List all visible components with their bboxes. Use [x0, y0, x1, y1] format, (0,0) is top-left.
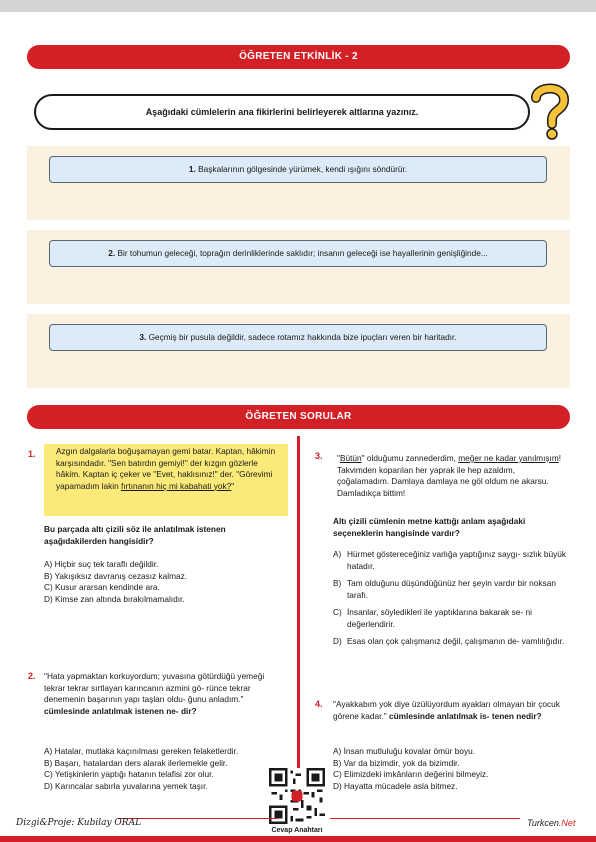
section-header-activity: ÖĞRETEN ETKİNLİK - 2: [27, 45, 570, 69]
activity-sentence-3: [49, 324, 547, 351]
question-2-options: [44, 746, 238, 792]
footer-credit: Dizgi&Proje: Kubilay ORAL: [16, 818, 142, 828]
question-3-options: [333, 549, 571, 654]
section-header-questions: ÖĞRETEN SORULAR: [27, 405, 570, 429]
option-d[interactable]: [333, 636, 571, 648]
top-bar: [0, 0, 596, 12]
question-3-stem: Altı çizili cümlenin metne kattığı anlam aşağıdaki seçeneklerin hangisinde vardır?: [333, 516, 526, 538]
option-b[interactable]: B) Yakışıksız davranış cezasız kalmaz.: [44, 570, 188, 581]
passage-text: Azgın dalgalarla boğuşamayan gemi batar. Kaptan, hâkimin karşısındadır. "Sen batırdın gemiyi!" der kızgın gözlerle hâkim. Kaptan iç çeker ve "Evet, haklısınız!" der. "Görevimi yapamadım lakin: [56, 446, 276, 491]
option-letter: B): [333, 578, 342, 588]
activity-box-2: [27, 230, 570, 304]
question-4-stem: cümlesinde anlatılmak is- tenen nedir?: [389, 710, 542, 721]
activity-number: 1.: [188, 164, 196, 174]
underlined-text: meğer ne kadar yanılmışım: [458, 453, 559, 463]
option-a[interactable]: A) Hiçbir suç tek taraflı değildir.: [44, 559, 159, 569]
passage-text: "Ayakkabım yok diye üzülüyordum ayakları olmayan bir çocuk görene kadar.": [333, 699, 560, 721]
option-text: Esas olan çok çalışmanız değil, çalışmanın de- vamlılığıdır.: [347, 636, 565, 646]
activity-box-3: [27, 314, 570, 388]
passage-text: " olduğumu zannederdim,: [361, 453, 459, 463]
question-1-passage: [56, 446, 284, 492]
brand-suffix: .Net: [558, 818, 576, 828]
option-text: Tam olduğunu düşündüğünüz her şeyin vardır bir noksan tarafı.: [347, 578, 556, 600]
question-number-2: 2.: [28, 671, 36, 681]
question-4-options: [333, 746, 488, 792]
underlined-text: Bütün: [339, 453, 362, 463]
question-2-stem: cümlesinde anlatılmak istenen ne- dir?: [44, 705, 197, 716]
option-letter: D): [333, 636, 342, 646]
question-3-passage: [337, 453, 567, 499]
option-letter: A): [333, 549, 342, 559]
question-mark-icon: [526, 80, 574, 140]
footer-line-right: [330, 818, 520, 819]
underlined-text: fırtınanın hiç mi kabahati yok?: [121, 480, 232, 491]
question-4-passage: [333, 699, 571, 722]
option-b[interactable]: B) Var da bizimdir, yok da bizimdir.: [333, 757, 460, 768]
option-text: Hürmet göstereceğiniz varlığa yaptığınız saygı- sızlık büyük hatadır.: [347, 549, 567, 571]
option-c[interactable]: C) Elimizdeki imkânların değerini bilmeyiz.: [333, 769, 489, 779]
passage-text: ": [337, 453, 340, 463]
option-b[interactable]: [333, 578, 571, 601]
option-d[interactable]: D) Kimse zan altında bırakılmamalıdır.: [44, 593, 185, 604]
bottom-bar: [0, 836, 596, 842]
option-a[interactable]: [333, 549, 571, 572]
option-letter: C): [333, 607, 342, 617]
qr-caption: Cevap Anahtarı: [271, 827, 323, 834]
activity-text: Bir tohumun geleceği, toprağın derinliklerinde saklıdır; insanın geleceği ise hayallerinin genişliğinde...: [117, 248, 488, 258]
activity-text: Başkalarının gölgesinde yürümek, kendi ışığını söndürür.: [198, 164, 408, 174]
option-d[interactable]: D) Hayatta mücadele asla bitmez.: [333, 780, 458, 791]
activity-sentence-1: [49, 156, 547, 183]
option-b[interactable]: B) Başarı, hatalardan ders alarak ilerlemekle gelir.: [44, 757, 228, 768]
question-number-1: 1.: [28, 449, 36, 459]
question-number-3: 3.: [315, 451, 323, 461]
passage-text: "Hata yapmaktan korkuyordum; yuvasına götürdüğü yemeği tekrar tekrar sırtlayan karıncanın azmini gö- rünce tekrar denemenin başarının yapı taşları oldu- ğunu anladım.": [44, 671, 265, 704]
instruction-box: Aşağıdaki cümlelerin ana fikirlerini belirleyerek altlarına yazınız.: [34, 94, 530, 130]
passage-text: ! Takvimden koparılan her yaprak ile hep azaldım, çoğalamadım. Damlaya damlaya ne göl oldum ne akarsu. Damladıkça bittim!: [337, 453, 562, 498]
passage-text: ": [231, 480, 235, 491]
option-c[interactable]: C) Kusur ararsan kendinde ara.: [44, 582, 160, 592]
question-number-4: 4.: [315, 699, 323, 709]
question-1-options: [44, 559, 187, 605]
question-1-stem: Bu parçada altı çizili söz ile anlatılmak istenen aşağıdakilerden hangisidir?: [44, 524, 226, 546]
option-c[interactable]: C) Yetişkinlerin yaptığı hatanın telafisi zor olur.: [44, 769, 214, 779]
activity-sentence-2: [49, 240, 547, 267]
question-2-passage: [44, 671, 284, 717]
brand-logo: [527, 818, 575, 828]
activity-number: 2.: [108, 248, 116, 258]
option-c[interactable]: [333, 607, 571, 630]
qr-code-icon[interactable]: [269, 768, 325, 824]
column-divider: [297, 436, 300, 808]
activity-number: 3.: [139, 332, 147, 342]
option-d[interactable]: D) Karıncalar sabırla yuvalarına yemek taşır.: [44, 780, 208, 791]
option-text: İnsanlar, söyledikleri ile yaptıklarına bakarak se- ni değerlendirir.: [347, 607, 532, 629]
option-a[interactable]: A) Hatalar, mutlaka kaçınılması gereken felaketlerdir.: [44, 746, 239, 756]
brand-name: Turkcen: [527, 818, 559, 828]
footer-line-left: [118, 818, 278, 819]
activity-box-1: [27, 146, 570, 220]
activity-text: Geçmiş bir pusula değildir, sadece rotamız hakkında bize ipuçları veren bir haritadır.: [148, 332, 457, 342]
option-a[interactable]: A) İnsan mutluluğu kovalar ömür boyu.: [333, 746, 476, 756]
